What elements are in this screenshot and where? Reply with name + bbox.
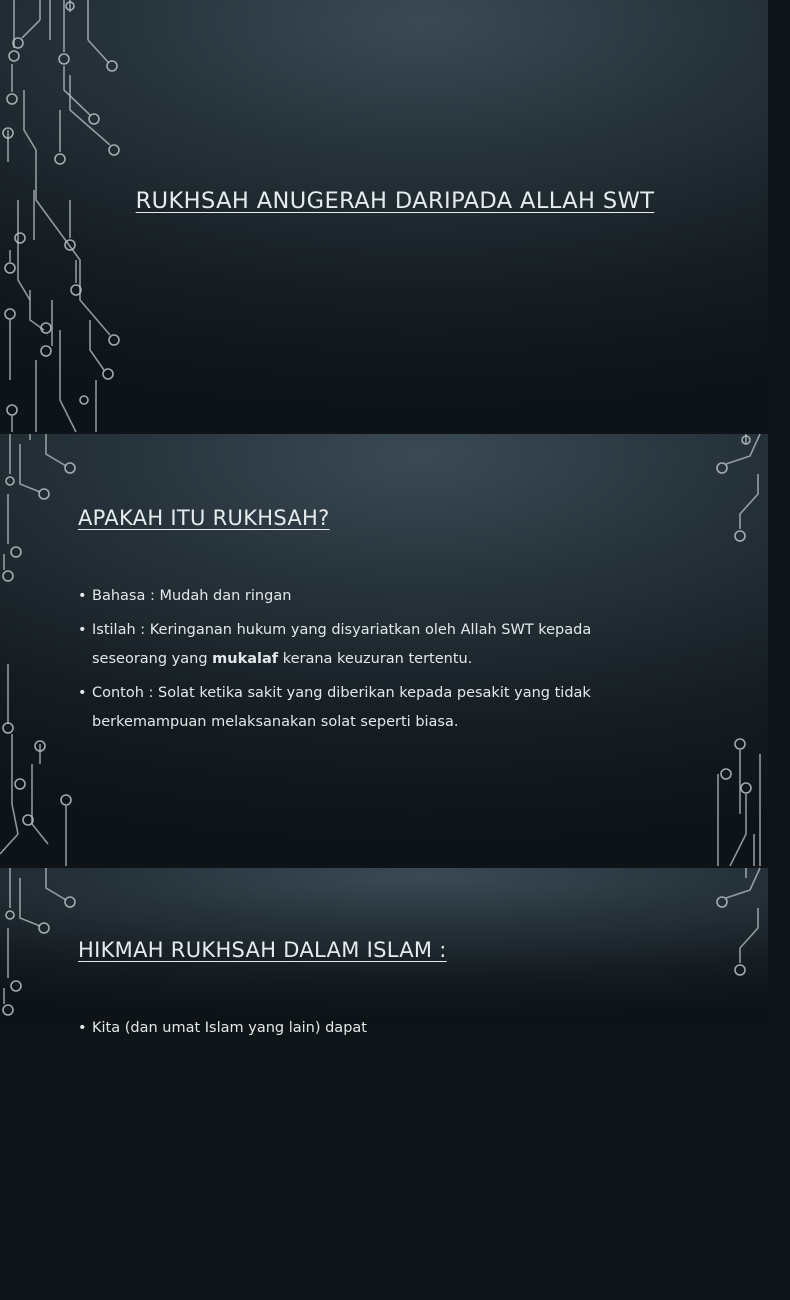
bullet-kita: • Kita (dan umat Islam yang lain) dapat: [78, 1014, 658, 1043]
slide-heading: HIKMAH RUKHSAH DALAM ISLAM :: [78, 938, 447, 962]
slide-heading: APAKAH ITU RUKHSAH?: [78, 506, 330, 530]
circuit-decoration: [0, 868, 768, 1300]
bold-term: mukalaf: [212, 651, 279, 667]
slide-title: RUKHSAH ANUGERAH DARIPADA ALLAH SWT: [135, 188, 655, 214]
bullet-istilah: • Istilah : Keringanan hukum yang disyariatkan oleh Allah SWT kepada seseorang yang mukalaf kerana keuzuran tertentu.: [78, 616, 658, 674]
circuit-decoration-left: [0, 0, 768, 432]
slide-3: [0, 868, 768, 1036]
bullet-list: [78, 1014, 658, 1048]
slide-1: [0, 0, 768, 432]
bullet-bahasa: • Bahasa : Mudah dan ringan: [78, 582, 658, 611]
bullet-contoh: • Contoh : Solat ketika sakit yang diberikan kepada pesakit yang tidak berkemampuan melaksanakan solat seperti biasa.: [78, 679, 658, 737]
bullet-list: [78, 582, 658, 742]
slide-2: [0, 434, 768, 866]
